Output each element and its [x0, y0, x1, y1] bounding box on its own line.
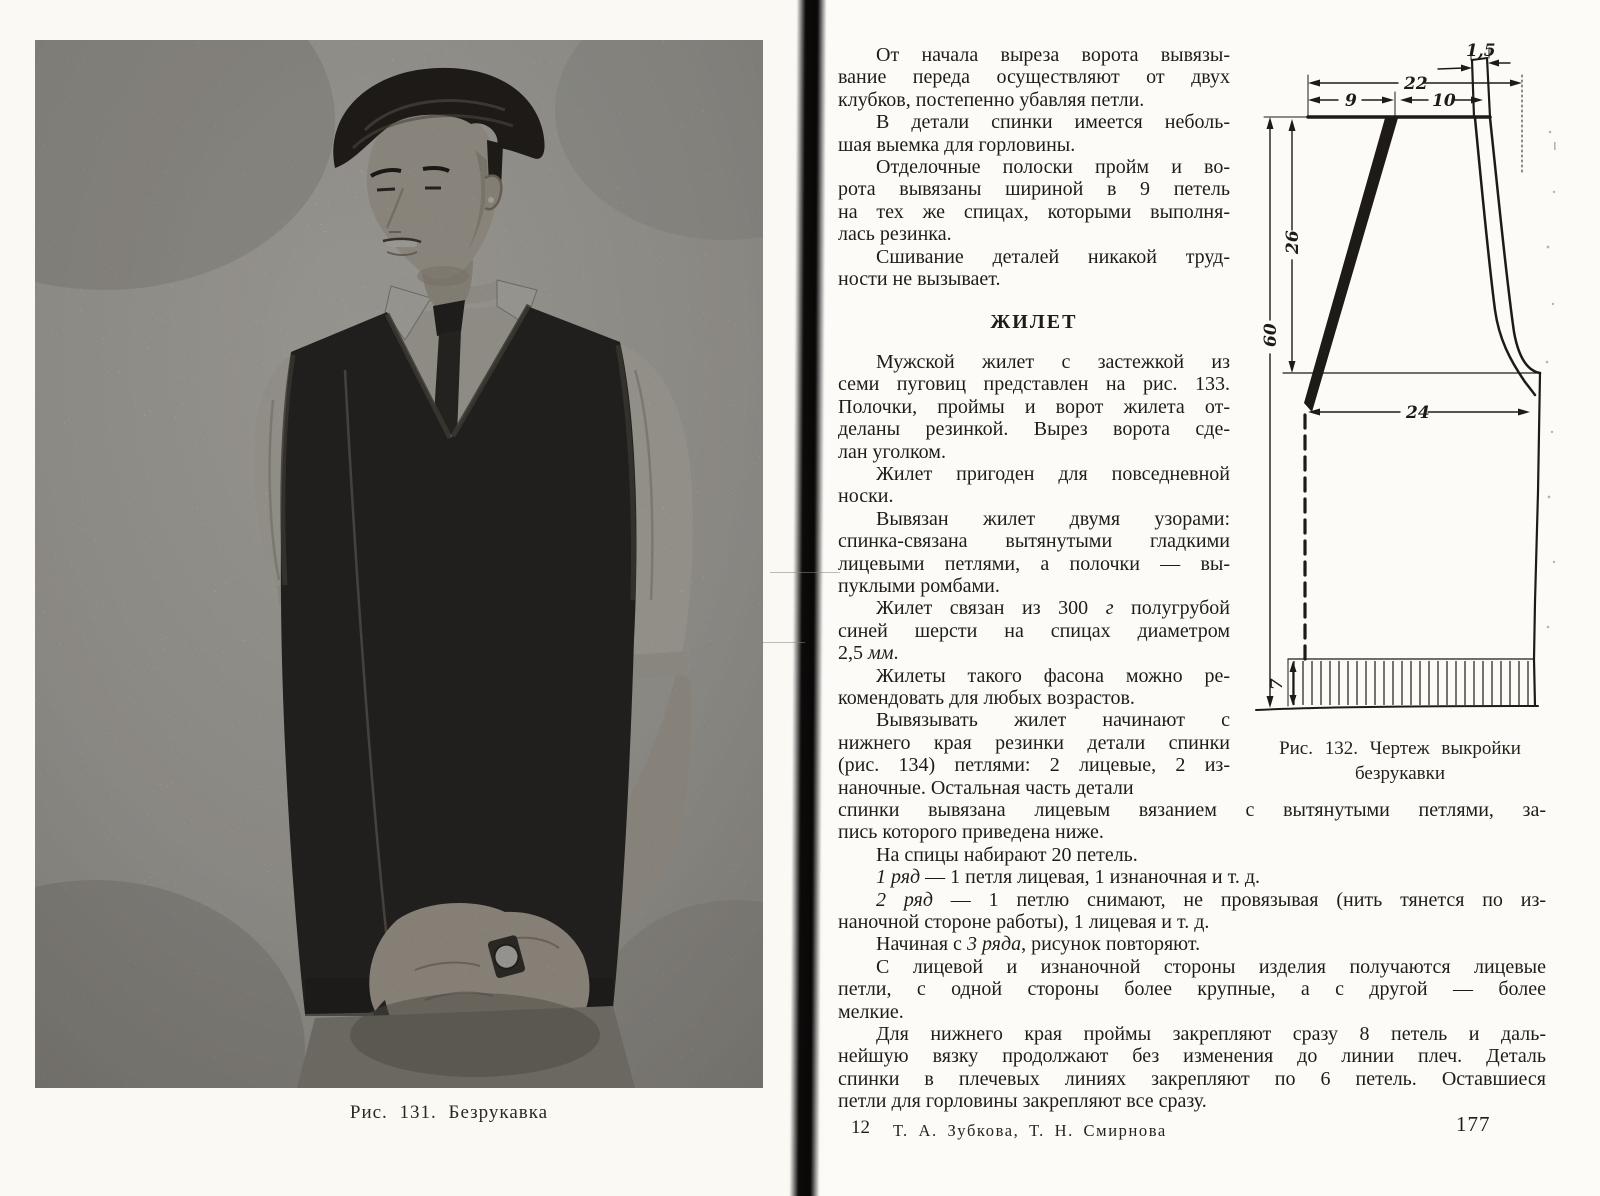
text-line: шая выемка для горловины. — [838, 133, 1076, 156]
diagram-caption — [1250, 736, 1550, 786]
text-line: мелкие. — [838, 1000, 904, 1023]
text-line: лась резинка. — [838, 223, 952, 246]
text-line: лан уголком. — [838, 440, 946, 463]
dim-armhole-depth-label: 26 — [1283, 230, 1303, 254]
paragraph — [838, 597, 1230, 664]
text-line: Жилет пригоден для повседневной — [876, 462, 1230, 485]
text-line: ности не вызывает. — [838, 268, 1001, 291]
text-line: на тех же спицах, которыми выполня- — [838, 200, 1230, 223]
neckline-wedge — [1304, 118, 1398, 412]
text-column-bottom — [838, 351, 1230, 799]
paragraph — [838, 665, 1230, 710]
hem-baseline — [1256, 706, 1538, 710]
gutter-shadow — [789, 0, 826, 1196]
text-line: От начала выреза ворота вывязы- — [876, 44, 1230, 66]
ribbing-hatch — [1294, 661, 1528, 705]
paragraph — [838, 799, 1546, 844]
paragraph — [838, 156, 1230, 246]
page-number: 177 — [1456, 1112, 1491, 1136]
text-line: Сшивание деталей никакой труд- — [876, 245, 1230, 268]
text-line: Отделочные полоски пройм и во- — [876, 156, 1230, 179]
paragraph — [838, 956, 1546, 1023]
paragraph — [838, 246, 1230, 291]
text-line: вание переда осуществляют от двух — [838, 66, 1230, 89]
text-line: 1 ряд — 1 петля лицевая, 1 изнаночная и т. д. — [876, 866, 1260, 889]
text-line: семи пуговиц представлен на рис. 133. — [838, 373, 1230, 396]
halftone-grain — [35, 40, 763, 1088]
dim-total-length-label: 60 — [1261, 323, 1281, 347]
section-heading: ЖИЛЕТ — [990, 311, 1078, 334]
text-line: Жилет связан из 300 г полугрубой — [876, 597, 1231, 620]
text-column-top — [838, 44, 1230, 290]
text-line: комендовать для любых возрастов. — [838, 686, 1135, 709]
text-line: спинки в плечевых линиях закрепляют по 6 петель. Оставшиеся — [838, 1067, 1546, 1090]
text-line: пись которого приведена ниже. — [838, 821, 1104, 844]
text-line: петли для горловины закрепляют все сразу. — [838, 1090, 1207, 1113]
text-line: Жилеты такого фасона можно ре- — [876, 664, 1230, 687]
paragraph — [838, 844, 1546, 866]
text-line: Для нижнего края проймы закрепляют сразу 8 петель и даль- — [876, 1023, 1546, 1046]
text-line: На спицы набирают 20 петель. — [876, 843, 1138, 866]
text-line: наночной стороне работы), 1 лицевая и т. д. — [838, 911, 1210, 934]
paragraph — [838, 933, 1546, 955]
wide-text-block — [838, 799, 1546, 1113]
text-line: Начиная с 3 ряда, рисунок повторяют. — [876, 933, 1201, 956]
text-line: рота вывязаны шириной в 9 петель — [838, 178, 1230, 201]
vest-photo-illustration — [35, 40, 763, 1088]
scan-streak — [770, 572, 840, 573]
scan-specks — [1546, 131, 1556, 629]
text-line: 2,5 мм. — [838, 642, 899, 665]
armhole-edge-outer — [1490, 118, 1540, 373]
paragraph — [838, 111, 1230, 156]
text-line: нейшую вязку продолжают без изменения до линии плеч. Деталь — [838, 1045, 1546, 1068]
paragraph — [838, 463, 1230, 508]
text-line: Вывязывать жилет начинают с — [876, 709, 1230, 732]
diagram-caption-line1: Рис. 132. Чертеж выкройки — [1279, 738, 1521, 759]
text-line: (рис. 134) петлями: 2 лицевые, 2 из- — [838, 754, 1230, 777]
photo-caption: Рис. 131. Безрукавка — [349, 1102, 549, 1123]
text-line: клубков, постепенно убавляя петли. — [838, 88, 1145, 111]
dim-chest-width-label: 24 — [1406, 403, 1430, 423]
dim-neck-label: 10 — [1432, 91, 1456, 111]
text-line: носки. — [838, 485, 894, 508]
paragraph — [838, 351, 1230, 463]
paragraph — [838, 709, 1230, 799]
text-line: нижнего края резинки детали спинки — [838, 731, 1230, 754]
text-line: синей шерсти на спицах диаметром — [838, 619, 1230, 642]
text-line: Мужской жилет с застежкой из — [876, 350, 1230, 373]
scan-streak — [760, 642, 805, 643]
text-line: В детали спинки имеется неболь- — [876, 111, 1230, 134]
paragraph — [838, 1023, 1546, 1113]
paragraph — [838, 508, 1230, 598]
text-line: пуклыми ромбами. — [838, 574, 1000, 597]
pattern-drawing — [1238, 42, 1568, 717]
text-line: Вывязан жилет двумя узорами: — [876, 507, 1230, 530]
photo-figure-131 — [35, 40, 763, 1088]
sheet-number: 12 — [851, 1117, 870, 1138]
text-line: С лицевой и изнаночной стороны изделия получаются лицевые — [876, 955, 1546, 978]
paragraph — [838, 866, 1546, 888]
text-line: 2 ряд — 1 петлю снимают, не провязывая (нить тянется по из- — [876, 888, 1546, 911]
text-line: наночные. Остальная часть детали — [838, 776, 1134, 799]
pattern-diagram-figure-132 — [1238, 42, 1568, 717]
text-line: спинки вывязана лицевым вязанием с вытянутыми петлями, за- — [838, 799, 1546, 821]
text-line: спинка-связана вытянутыми гладкими — [838, 530, 1230, 553]
authors: Т. А. Зубкова, Т. Н. Смирнова — [893, 1121, 1167, 1140]
text-line: петли, с одной стороны более крупные, а с другой — более — [838, 978, 1546, 1001]
diagram-caption-line2: безрукавки — [1354, 763, 1446, 784]
text-line: Полочки, проймы и ворот жилета от- — [838, 395, 1230, 418]
dim-strap-label: 1,5 — [1466, 42, 1496, 61]
paragraph — [838, 889, 1546, 934]
text-line: деланы резинкой. Вырез ворота сде- — [838, 418, 1230, 441]
dim-top-width-label: 22 — [1404, 74, 1428, 94]
dim-rib-height-label: 7 — [1267, 678, 1287, 690]
paragraph — [838, 44, 1230, 111]
side-edge-right — [1534, 373, 1540, 706]
text-line: лицевыми петлями, а полочки — вы- — [838, 552, 1230, 575]
dim-shoulder-label: 9 — [1345, 91, 1357, 111]
